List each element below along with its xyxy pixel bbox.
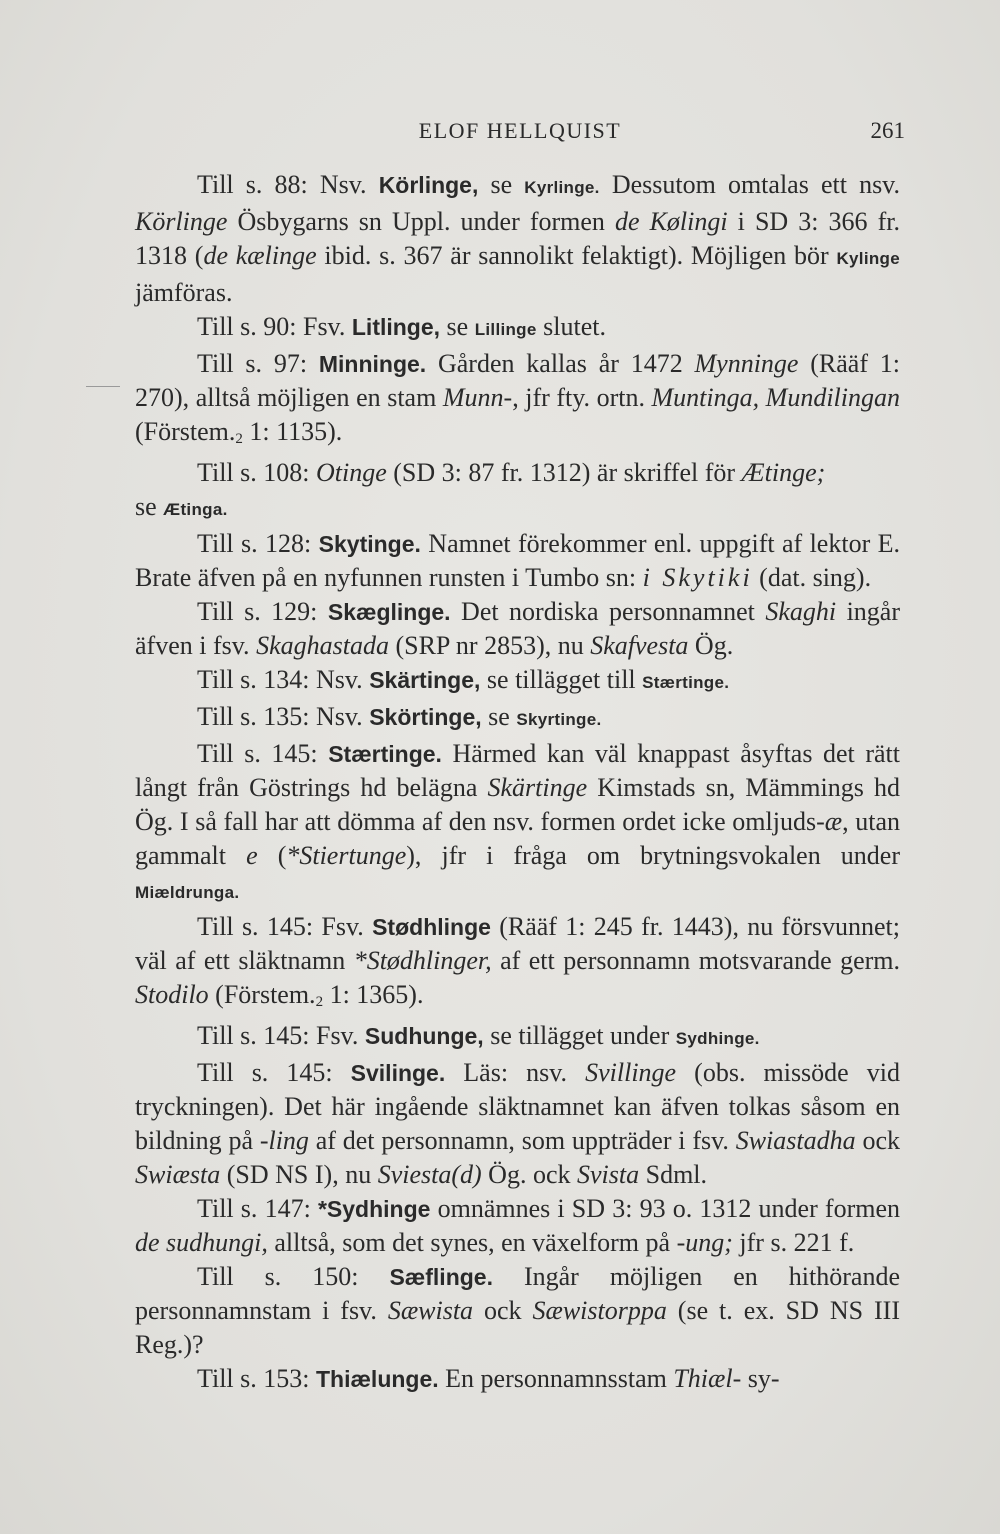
italic-term: Stodilo — [135, 980, 209, 1009]
entry-text: Härmed kan väl knappast åsyftas det rätt långt från Göstrings hd belägna — [135, 739, 901, 802]
italic-term: Muntinga, Mundilingan — [651, 383, 901, 412]
edition-subscript: 2 — [315, 994, 324, 1010]
entry-text: ingår äfven i fsv. — [135, 597, 901, 660]
entry-paragraph — [135, 310, 900, 347]
headword: Thiælunge. — [315, 1366, 439, 1392]
entry-text: alltså, som det synes, en växelform på — [267, 1228, 677, 1257]
headword: Körlinge, — [378, 172, 479, 198]
italic-term: -ling — [259, 1126, 309, 1155]
headword: Svilinge. — [350, 1060, 446, 1086]
page-header — [135, 118, 905, 148]
entry-text: Till s. 150: — [197, 1262, 390, 1291]
headword: Skörtinge, — [369, 704, 482, 730]
entry-paragraph — [135, 1019, 900, 1056]
entry-text: Till s. 134: Nsv. — [197, 665, 370, 694]
cross-reference: Ætinga. — [163, 500, 228, 519]
headword: Skärtinge, — [369, 667, 481, 693]
entry-text: se — [440, 312, 475, 341]
italic-term: Svista — [577, 1160, 640, 1189]
entry-text: Ög. ock — [481, 1160, 577, 1189]
entry-text: ( — [257, 841, 287, 870]
italic-term: Munn- — [442, 383, 513, 412]
cross-reference: Miældrunga. — [135, 883, 240, 902]
entry-text: Till s. 90: Fsv. — [197, 312, 352, 341]
entry-text: (SD NS I), nu — [220, 1160, 378, 1189]
entry-text: slutet. — [536, 312, 606, 341]
entry-text: (dat. sing). — [752, 563, 872, 592]
headword: Sudhunge, — [364, 1023, 484, 1049]
entry-paragraph — [135, 527, 900, 595]
headword: *Sydhinge — [317, 1196, 431, 1222]
italic-term: *Stødhlinger, — [353, 946, 492, 975]
entry-text: jfr s. 221 f. — [732, 1228, 855, 1257]
entry-text: se — [481, 702, 517, 731]
entry-paragraph — [135, 595, 900, 663]
italic-term: Sviesta(d) — [377, 1160, 482, 1189]
cross-reference: Sydhinge. — [675, 1029, 760, 1048]
entry-text: (obs. missöde vid tryckningen). Det här ingående släktnamnet kan äfven tolkas såsom en bildning på — [135, 1058, 900, 1155]
entry-text: sy- — [741, 1364, 780, 1393]
entry-text: (Förstem. — [135, 417, 236, 446]
entry-text: (Rääf 1: 245 fr. 1443), nu försvunnet; väl af ett släktnamn — [135, 912, 900, 975]
entry-text: Till s. 147: — [197, 1194, 318, 1223]
italic-term: Mynninge — [694, 349, 799, 378]
italic-term: Ætinge; — [741, 458, 826, 487]
italic-term: de Kølingi — [614, 207, 728, 236]
entry-text: Till s. 129: — [197, 597, 328, 626]
entry-text: se — [135, 492, 164, 521]
entry-text: Till s. 88: Nsv. — [197, 170, 379, 199]
entry-text: Till s. 108: — [197, 458, 316, 487]
italic-term: Skaghastada — [256, 631, 389, 660]
entry-text: Kimstads sn, Mämmings hd Ög. I så fall har att dömma af den nsv. formen ordet icke omljuds- — [135, 773, 900, 836]
entry-text: 1: 1135). — [242, 417, 343, 446]
entry-text: jämföras. — [135, 278, 233, 307]
italic-term: Otinge — [315, 458, 387, 487]
entry-text: ock — [473, 1296, 533, 1325]
entry-text: Till s. 135: Nsv. — [197, 702, 370, 731]
margin-mark — [86, 386, 120, 387]
entry-text: (Förstem. — [208, 980, 316, 1009]
cross-reference: Kyrlinge. — [524, 178, 600, 197]
entry-paragraph — [135, 700, 900, 737]
page-number: 261 — [870, 118, 905, 143]
entry-text: Ög. — [688, 631, 734, 660]
entry-text: Namnet förekommer enl. uppgift af lektor E. Brate äfven på en nyfunnen runsten i Tumbo sn: — [135, 529, 900, 592]
entry-text: , jfr fty. ortn. — [512, 383, 652, 412]
entry-text: (SRP nr 2853), nu — [388, 631, 591, 660]
entry-text: Till s. 153: — [197, 1364, 316, 1393]
headword: Litlinge, — [351, 314, 441, 340]
italic-term: Skärtinge — [487, 773, 588, 802]
entry-paragraph — [135, 1362, 900, 1396]
entry-text: se — [478, 170, 525, 199]
italic-term: Skaghi — [765, 597, 837, 626]
cross-reference: Lillinge — [474, 320, 537, 339]
italic-term: Skafvesta — [590, 631, 689, 660]
italic-term: Swiæsta — [135, 1160, 221, 1189]
entry-text: af det personnamn, som uppträder i fsv. — [308, 1126, 736, 1155]
entry-paragraph — [135, 1260, 900, 1362]
italic-term: Svillinge — [585, 1058, 677, 1087]
cross-reference: Stærtinge. — [642, 673, 730, 692]
entry-text: Det nordiska personnamnet — [450, 597, 766, 626]
cross-reference: Skyrtinge. — [516, 710, 602, 729]
entry-paragraph — [135, 490, 900, 527]
headword: Skytinge. — [318, 531, 421, 557]
entry-text: Dessutom omtalas ett nsv. — [599, 170, 900, 199]
entry-text: ock — [855, 1126, 900, 1155]
entry-text: se tillägget till — [480, 665, 643, 694]
entry-text: ibid. s. 367 är sannolikt felaktigt). Möjligen bör — [316, 241, 837, 270]
entry-text: Läs: nsv. — [445, 1058, 586, 1087]
entry-text: af ett personnamn motsvarande germ. — [491, 946, 900, 975]
entry-paragraph — [135, 910, 900, 1019]
entry-text: ), jfr i fråga om brytningsvokalen under — [406, 841, 900, 870]
italic-term: Sæwista — [387, 1296, 474, 1325]
entry-text: i SD 3: 366 fr. 1318 ( — [135, 207, 900, 270]
headword: Sæflinge. — [389, 1264, 493, 1290]
entry-text: Ösbygarns sn Uppl. under formen — [227, 207, 615, 236]
running-head: ELOF HELLQUIST — [418, 118, 622, 143]
entry-text: omnämnes i SD 3: 93 o. 1312 under formen — [430, 1194, 900, 1223]
headword: Stærtinge. — [328, 741, 442, 767]
entry-text: Till s. 128: — [197, 529, 319, 558]
entry-paragraph — [135, 663, 900, 700]
entry-paragraph — [135, 737, 900, 910]
entry-text: Till s. 145: — [197, 1058, 351, 1087]
entry-paragraph — [135, 168, 900, 310]
entry-text: Till s. 145: Fsv. — [197, 912, 373, 941]
entry-paragraph — [135, 347, 900, 456]
entry-text: , utan gammalt — [135, 807, 900, 870]
italic-term: æ — [824, 807, 843, 836]
entry-paragraph — [135, 1192, 900, 1260]
entry-text: En personnamnsstam — [438, 1364, 674, 1393]
italic-term: Körlinge — [135, 207, 228, 236]
italic-term: Sæwistorppa — [532, 1296, 667, 1325]
italic-term: -ung; — [676, 1228, 733, 1257]
italic-term: e — [246, 841, 258, 870]
entry-text: Sdml. — [639, 1160, 708, 1189]
entry-text: Ingår möjligen en hithörande personnamnstam i fsv. — [135, 1262, 900, 1325]
entry-text: (Rääf 1: 270), alltså möjligen en stam — [135, 349, 901, 412]
entry-text: Till s. 145: Fsv. — [197, 1021, 365, 1050]
entry-text: Till s. 145: — [197, 739, 329, 768]
entry-text: (SD 3: 87 fr. 1312) är skriffel för — [386, 458, 742, 487]
spaced-italic-term: i Skytiki — [642, 563, 753, 592]
italic-term: Swiastadha — [735, 1126, 856, 1155]
body-text — [135, 168, 900, 1396]
italic-term: *Stiertunge — [286, 841, 407, 870]
edition-subscript: 2 — [235, 431, 243, 447]
headword: Skæglinge. — [327, 599, 451, 625]
entry-text: Till s. 97: — [197, 349, 319, 378]
cross-reference: Kylinge — [836, 249, 900, 268]
entry-text: 1: 1365). — [323, 980, 424, 1009]
italic-term: Thiæl- — [673, 1364, 742, 1393]
entry-text: se tillägget under — [483, 1021, 676, 1050]
entry-paragraph — [135, 456, 900, 490]
entry-text: (se t. ex. SD NS III Reg.)? — [135, 1296, 901, 1359]
headword: Stødhlinge — [372, 914, 491, 940]
entry-text: Gården kallas år 1472 — [426, 349, 695, 378]
entry-paragraph — [135, 1056, 900, 1192]
headword: Minninge. — [318, 351, 427, 377]
italic-term: de kælinge — [203, 241, 317, 270]
italic-term: de sudhungi, — [135, 1228, 268, 1257]
